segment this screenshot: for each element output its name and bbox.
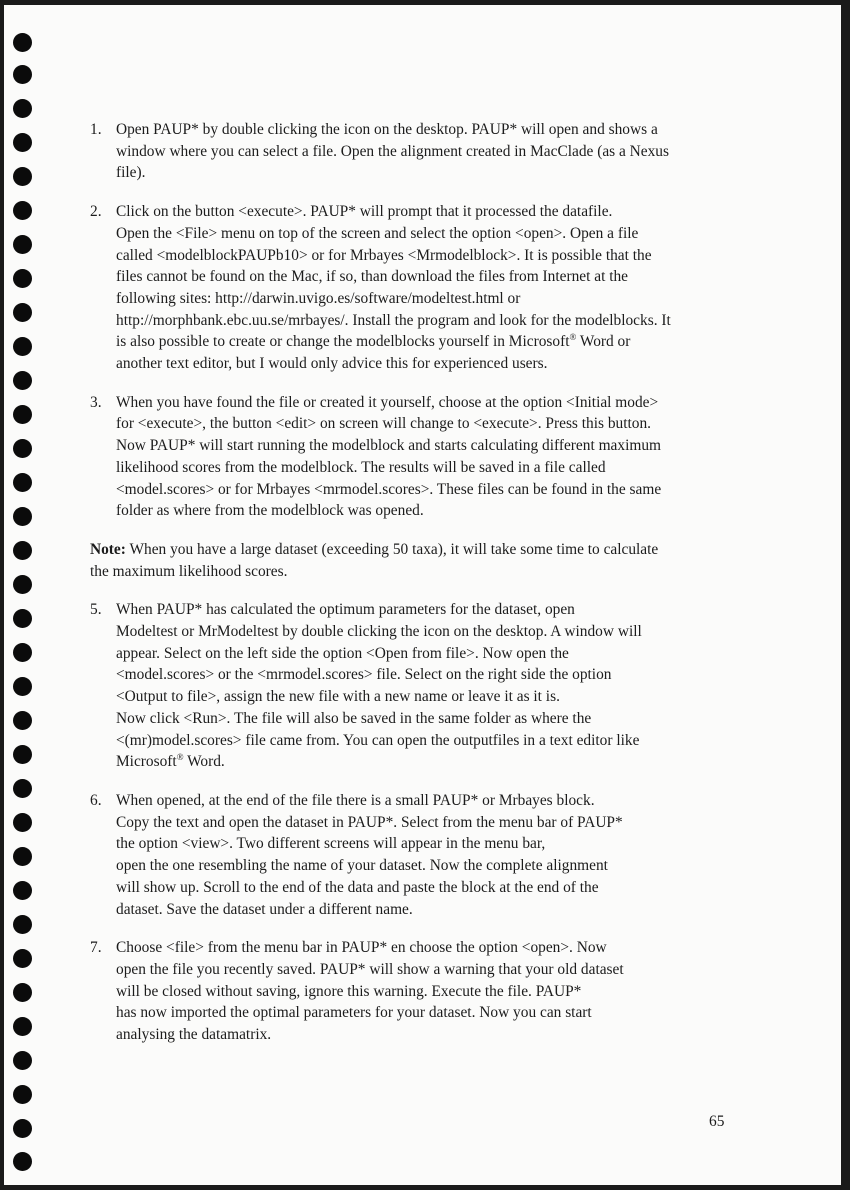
binder-hole: [13, 371, 32, 390]
binder-hole: [13, 33, 32, 52]
step-line: <model.scores> or the <mrmodel.scores> file. Select on the right side the option: [116, 666, 612, 684]
binder-hole: [13, 1152, 32, 1171]
step-line: [116, 751, 740, 773]
step-line: following sites: http://darwin.uvigo.es/software/modeltest.html or: [116, 289, 521, 307]
step-line: Choose <file> from the menu bar in PAUP* en choose the option <open>. Now: [116, 939, 607, 957]
page-number: 65: [709, 1113, 725, 1130]
step-line: folder as where from the modelblock was opened.: [116, 502, 424, 520]
step-line: likelihood scores from the modelblock. The results will be saved in a file called: [116, 458, 606, 476]
binder-hole: [13, 133, 32, 152]
note-label: Note:: [90, 540, 126, 558]
binder-hole: [13, 983, 32, 1002]
step-line: When opened, at the end of the file there is a small PAUP* or Mrbayes block.: [116, 791, 595, 809]
step-line: has now imported the optimal parameters for your dataset. Now you can start: [116, 1004, 592, 1022]
step-line: Modeltest or MrModeltest by double clicking the icon on the desktop. A window will: [116, 623, 642, 641]
binder-hole: [13, 575, 32, 594]
step-line: files cannot be found on the Mac, if so, than download the files from Internet at the: [116, 268, 629, 286]
step-6: [90, 790, 740, 920]
step-line-text: Microsoft: [116, 753, 177, 771]
step-5: [90, 599, 740, 773]
binder-hole: [13, 473, 32, 492]
step-line: file).: [116, 164, 146, 182]
binder-hole: [13, 541, 32, 560]
step-number: 7.: [90, 939, 102, 957]
step-line: appear. Select on the left side the option <Open from file>. Now open the: [116, 644, 569, 662]
step-line: Now click <Run>. The file will also be saved in the same folder as where the: [116, 709, 592, 727]
step-number: 3.: [90, 393, 102, 411]
binder-hole: [13, 711, 32, 730]
binder-hole: [13, 1085, 32, 1104]
step-line: will be closed without saving, ignore this warning. Execute the file. PAUP*: [116, 982, 582, 1000]
note-line: the maximum likelihood scores.: [90, 562, 288, 580]
binder-hole: [13, 201, 32, 220]
step-line-text: Word or: [576, 333, 631, 351]
step-2: [90, 201, 740, 375]
binder-hole: [13, 507, 32, 526]
binder-hole: [13, 269, 32, 288]
step-line: When you have found the file or created it yourself, choose at the option <Initial mode>: [116, 393, 659, 411]
step-line: dataset. Save the dataset under a different name.: [116, 900, 413, 918]
registered-mark: ®: [569, 332, 577, 343]
step-line: open the one resembling the name of your dataset. Now the complete alignment: [116, 857, 608, 875]
step-line: open the file you recently saved. PAUP* will show a warning that your old dataset: [116, 960, 624, 978]
binder-hole: [13, 677, 32, 696]
binder-holes: [4, 5, 44, 1185]
step-line: Click on the button <execute>. PAUP* will prompt that it processed the datafile.: [116, 203, 613, 221]
note-text: When you have a large dataset (exceeding 50 taxa), it will take some time to calculate: [125, 540, 659, 558]
binder-hole: [13, 167, 32, 186]
binder-hole: [13, 439, 32, 458]
step-line: When PAUP* has calculated the optimum parameters for the dataset, open: [116, 601, 575, 619]
note-line: [90, 539, 740, 561]
step-number: 1.: [90, 121, 102, 138]
binder-hole: [13, 337, 32, 356]
step-number: 2.: [90, 203, 102, 221]
step-line: called <modelblockPAUPb10> or for Mrbayes <Mrmodelblock>. It is possible that the: [116, 246, 652, 264]
step-line: analysing the datamatrix.: [116, 1026, 272, 1044]
step-line: the option <view>. Two different screens will appear in the menu bar,: [116, 835, 546, 853]
binder-hole: [13, 881, 32, 900]
binder-hole: [13, 949, 32, 968]
step-line: [116, 331, 740, 353]
binder-hole: [13, 235, 32, 254]
document-body: [90, 119, 740, 1063]
step-line: will show up. Scroll to the end of the data and paste the block at the end of the: [116, 878, 599, 896]
binder-hole: [13, 1017, 32, 1036]
registered-mark: ®: [176, 752, 184, 763]
step-line: window where you can select a file. Open the alignment created in MacClade (as a Nexus: [116, 142, 669, 160]
step-number: 5.: [90, 601, 102, 619]
step-line: <(mr)model.scores> file came from. You can open the outputfiles in a text editor like: [116, 731, 640, 749]
step-3: [90, 392, 740, 522]
binder-hole: [13, 609, 32, 628]
binder-hole: [13, 745, 32, 764]
binder-hole: [13, 1051, 32, 1070]
step-number: 6.: [90, 791, 102, 809]
binder-hole: [13, 303, 32, 322]
binder-hole: [13, 99, 32, 118]
step-line: Open PAUP* by double clicking the icon on the desktop. PAUP* will open and shows a: [116, 121, 658, 138]
step-line: for <execute>, the button <edit> on screen will change to <execute>. Press this button.: [116, 415, 652, 433]
binder-hole: [13, 405, 32, 424]
step-line: <model.scores> or for Mrbayes <mrmodel.scores>. These files can be found in the same: [116, 480, 662, 498]
binder-hole: [13, 65, 32, 84]
binder-hole: [13, 643, 32, 662]
binder-hole: [13, 779, 32, 798]
step-line: Copy the text and open the dataset in PAUP*. Select from the menu bar of PAUP*: [116, 813, 623, 831]
scanned-page: [4, 5, 841, 1185]
step-1: [90, 119, 740, 184]
binder-hole: [13, 847, 32, 866]
step-line: another text editor, but I would only advice this for experienced users.: [116, 355, 548, 373]
step-line: http://morphbank.ebc.uu.se/mrbayes/. Install the program and look for the modelblocks. It: [116, 311, 671, 329]
note-paragraph: [90, 539, 740, 582]
binder-hole: [13, 915, 32, 934]
step-7: [90, 937, 740, 1046]
step-line: <Output to file>, assign the new file with a new name or leave it as it is.: [116, 688, 560, 706]
step-line: Now PAUP* will start running the modelblock and starts calculating different maximum: [116, 437, 661, 455]
step-line-text: Word.: [183, 753, 225, 771]
binder-hole: [13, 813, 32, 832]
binder-hole: [13, 1119, 32, 1138]
step-line: Open the <File> menu on top of the screen and select the option <open>. Open a file: [116, 224, 639, 242]
step-line-text: is also possible to create or change the modelblocks yourself in Microsoft: [116, 333, 570, 351]
